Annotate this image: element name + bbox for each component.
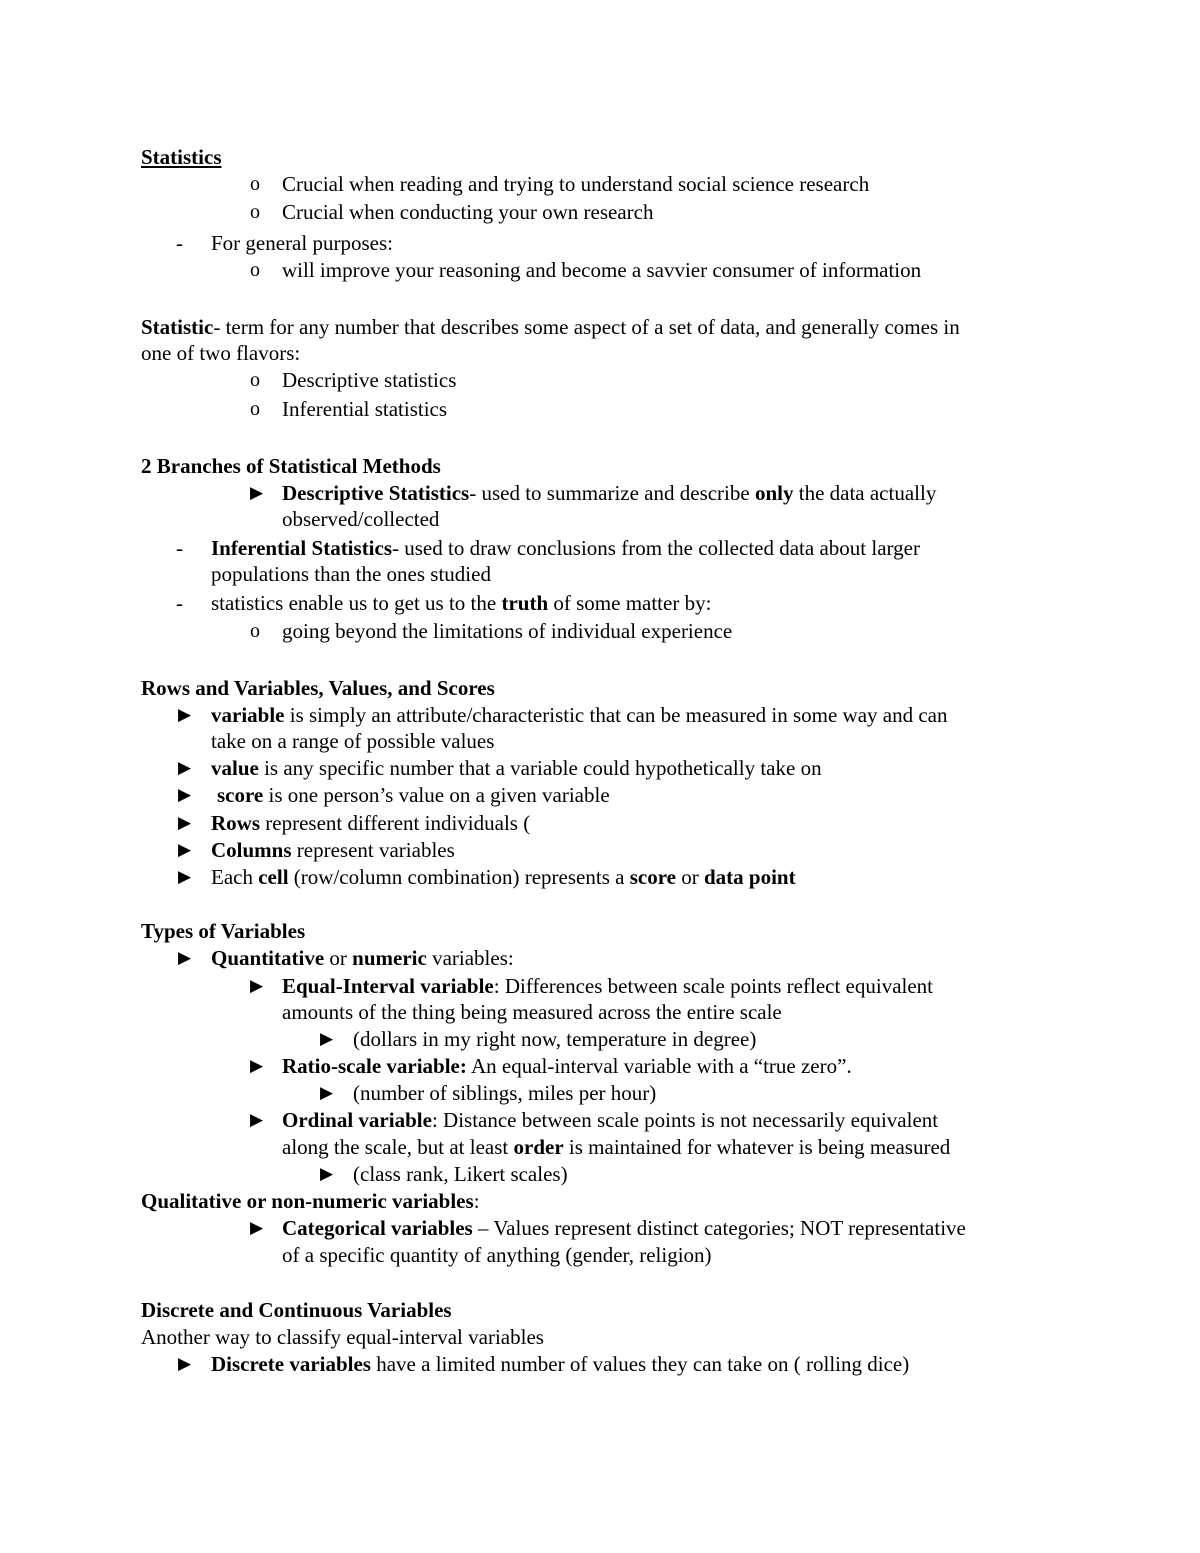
list-item: variable is simply an attribute/characteristic that can be measured in some way and can xyxy=(211,703,948,727)
triangle-bullet-icon: ▶ xyxy=(178,705,192,724)
paragraph-line: Another way to classify equal-interval variables xyxy=(141,1325,544,1349)
list-item: Crucial when reading and trying to understand social science research xyxy=(282,172,870,196)
list-item: Crucial when conducting your own research xyxy=(282,200,654,224)
circle-bullet: o xyxy=(250,620,260,642)
list-item-continuation: along the scale, but at least order is maintained for whatever is being measured xyxy=(282,1135,951,1159)
list-item: going beyond the limitations of individual experience xyxy=(282,619,733,643)
list-item-continuation: populations than the ones studied xyxy=(211,562,491,586)
list-item: Inferential Statistics- used to draw conclusions from the collected data about larger xyxy=(211,536,920,560)
triangle-bullet-icon: ▶ xyxy=(250,1056,264,1075)
heading-statistics: Statistics xyxy=(141,145,222,169)
list-item: statistics enable us to get us to the truth of some matter by: xyxy=(211,591,712,615)
heading-discrete-continuous: Discrete and Continuous Variables xyxy=(141,1298,452,1322)
triangle-bullet-icon: ▶ xyxy=(178,840,192,859)
heading-branches: 2 Branches of Statistical Methods xyxy=(141,454,441,478)
list-item: Descriptive statistics xyxy=(282,368,457,392)
circle-bullet: o xyxy=(250,369,260,391)
list-item: Quantitative or numeric variables: xyxy=(211,946,514,970)
subheading-qualitative: Qualitative or non-numeric variables: xyxy=(141,1189,480,1213)
circle-bullet: o xyxy=(250,398,260,420)
circle-bullet: o xyxy=(250,173,260,195)
triangle-bullet-icon: ▶ xyxy=(250,483,264,502)
list-item: Ratio-scale variable: An equal-interval variable with a “true zero”. xyxy=(282,1054,852,1078)
paragraph-line: one of two flavors: xyxy=(141,341,301,365)
list-item: (number of siblings, miles per hour) xyxy=(353,1081,657,1105)
list-item: (class rank, Likert scales) xyxy=(353,1162,568,1186)
list-item-continuation: amounts of the thing being measured across the entire scale xyxy=(282,1000,782,1024)
list-item: Discrete variables have a limited number of values they can take on ( rolling dice) xyxy=(211,1352,910,1376)
dash-bullet: - xyxy=(176,591,183,615)
triangle-bullet-icon: ▶ xyxy=(178,758,192,777)
list-item: score is one person’s value on a given variable xyxy=(217,783,610,807)
list-item-continuation: observed/collected xyxy=(282,507,440,531)
list-item: Inferential statistics xyxy=(282,397,448,421)
circle-bullet: o xyxy=(250,201,260,223)
paragraph-statistic: Statistic- term for any number that describes some aspect of a set of data, and generally comes in xyxy=(141,315,960,339)
triangle-bullet-icon: ▶ xyxy=(320,1164,334,1183)
dash-bullet: - xyxy=(176,231,183,255)
list-item-continuation: take on a range of possible values xyxy=(211,729,495,753)
list-item: Columns represent variables xyxy=(211,838,455,862)
list-item: will improve your reasoning and become a savvier consumer of information xyxy=(282,258,922,282)
triangle-bullet-icon: ▶ xyxy=(320,1029,334,1048)
triangle-bullet-icon: ▶ xyxy=(178,1354,192,1373)
triangle-bullet-icon: ▶ xyxy=(178,813,192,832)
list-item: Ordinal variable: Distance between scale points is not necessarily equivalent xyxy=(282,1108,939,1132)
list-item: Equal-Interval variable: Differences between scale points reflect equivalent xyxy=(282,974,934,998)
triangle-bullet-icon: ▶ xyxy=(250,1218,264,1237)
list-item: (dollars in my right now, temperature in degree) xyxy=(353,1027,757,1051)
heading-rows-variables: Rows and Variables, Values, and Scores xyxy=(141,676,495,700)
triangle-bullet-icon: ▶ xyxy=(178,867,192,886)
triangle-bullet-icon: ▶ xyxy=(250,1110,264,1129)
list-item: Each cell (row/column combination) represents a score or data point xyxy=(211,865,796,889)
triangle-bullet-icon: ▶ xyxy=(250,976,264,995)
triangle-bullet-icon: ▶ xyxy=(320,1083,334,1102)
heading-types-of-variables: Types of Variables xyxy=(141,919,306,943)
dash-bullet: - xyxy=(176,536,183,560)
list-item: value is any specific number that a variable could hypothetically take on xyxy=(211,756,822,780)
list-item: Categorical variables – Values represent distinct categories; NOT representative xyxy=(282,1216,966,1240)
triangle-bullet-icon: ▶ xyxy=(178,948,192,967)
triangle-bullet-icon: ▶ xyxy=(178,785,192,804)
list-item: Rows represent different individuals ( xyxy=(211,811,531,835)
list-item: For general purposes: xyxy=(211,231,393,255)
list-item: Descriptive Statistics- used to summarize and describe only the data actually xyxy=(282,481,937,505)
list-item-continuation: of a specific quantity of anything (gender, religion) xyxy=(282,1243,712,1267)
circle-bullet: o xyxy=(250,259,260,281)
